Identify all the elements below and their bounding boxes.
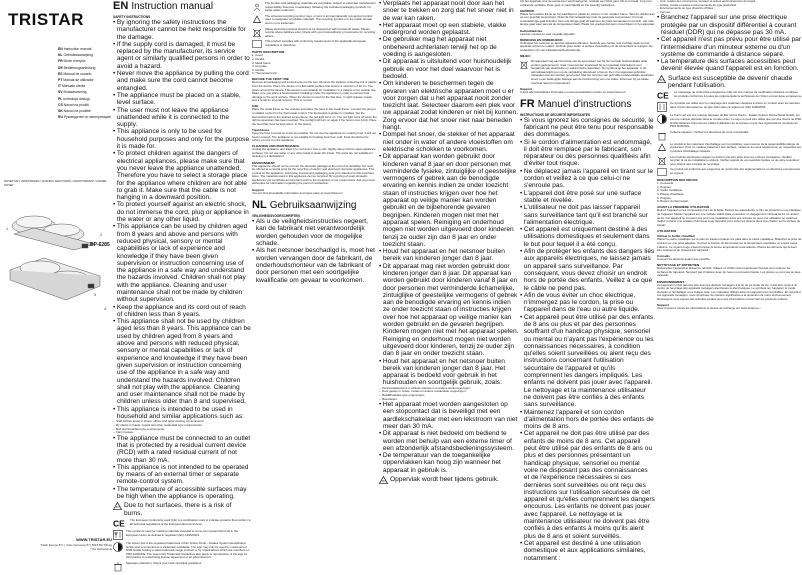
fr-support-text: Vous trouverez toutes les informations et pièces de rechange sur www.tristar.eu !: [657, 306, 761, 311]
safety-heading: SAFETY INSTRUCTIONS: [113, 15, 151, 19]
bullet-item: • The appliance must be connected to an outlet that is protected by a residual current device (RCD) with a rated residual current of not more than 30 mA.: [113, 434, 251, 464]
bullet-item: – Fermes.: [657, 9, 671, 14]
bullet-item: • Dit apparaat is niet bedoeld om bediend te worden met behulp van een externe timer of een afzonderlijk afstandsbedieningssysteem.: [379, 430, 515, 452]
bullet-item: • To protect yourself against an electric shock, do not immerse the cord, plug or appliance in the water or any other liquid.: [113, 201, 249, 224]
en-column-2: [252, 0, 377, 575]
fr-before-heading: AVANT LA PREMIÈRE UTILISATION: [657, 205, 710, 210]
bullet-item: • Never move the appliance by pulling the cord and make sure the cord cannot become entangled.: [113, 70, 249, 92]
figure-label: 1: [6, 226, 9, 231]
bullet-item: • By ignoring the safety instructions the manufacturer cannot be held responsible for the damage.: [113, 19, 246, 41]
language-item: SV Bruksanvisning: [58, 90, 87, 95]
ukca-icon: [657, 168, 667, 176]
website: WWW.TRISTAR.EU: [76, 537, 112, 542]
bullet-item: – Hôtels, motels et autres environnements de type résidentiel ;: [657, 2, 738, 7]
weee-row: Waste electrical products should not be disposed of with household waste. Please recycle where facilities exist. Check with your local authority or local store for recycling advice.: [252, 28, 377, 39]
bullet-item: • To protect children against the dangers of electrical appliances, please make sure that you never leave the appliance unattended. Therefore you have to select a storage place for the appliance where children are not able to grab it. Make sure that the cable is not hanging in a downward position.: [113, 150, 248, 202]
bullet-item: • The appliance must be placed on a stable, level surface.: [113, 91, 241, 107]
gebruik-heading: GEBRUIK: [520, 8, 535, 13]
product-illustration: [4, 204, 110, 322]
figure-label: 3: [94, 292, 97, 297]
bullet-item: – Coin cuisine des commerces, bureaux et autres environnements de travail ;: [657, 0, 757, 3]
support-heading: Support: [252, 187, 264, 192]
fr-separate-row: Collecte séparée / Vérifiez les directives de votre municipalité: [657, 131, 802, 141]
cover-column: [0, 0, 112, 575]
environment-text: This appliance should not be put into the domestic garbage at the end of its durability, but must be offered at a central point for the recycling of electric and electronic domestic appliances. This symbol on the appliance, instruction manual and packaging puts your attention to this important issue. The materials used in this appliance can be recycled. By recycling of used domestic appliances you contribute an important push to the protection of our environment. Ask your local authorities for information regarding the point of recollection.: [252, 163, 375, 186]
bullet-item: – Farm houses.: [113, 430, 134, 435]
recyclable-row: The product and packaging materials are recyclable, subject to extended manufacturer responsibility. Discover it separately, following the indicated packaging symbols, for better waste treatment.: [252, 2, 377, 13]
fr-tips-heading: Conseils: [657, 254, 670, 259]
fr-tips-text: Couvrez les aliments autant que possible.: [657, 257, 711, 262]
bullet-item: • Om kinderen te beschermen tegen de gevaren van elektrische apparaten moet u er voor zorgen dat u het apparaat nooit zonder toezicht laat. Selecteer daarom een plek voor uw apparaat zodat kinderen er niet bij kunnen. Zorg ervoor dat het snoer niet naar beneden hangt.: [379, 80, 519, 132]
fr-recycle-row: Le produit et les matériaux d'emballage sont recyclables, sous réserve de la responsabilité élargie du producteur. Pour un meilleur traitement des déchets, mettez-le au rebut séparément, en respectant les symboles d'emballage indiqués.: [657, 143, 802, 154]
bullet-item: • Het apparaat moet op een stabiele, vlakke ondergrond worden geplaatst.: [379, 21, 507, 37]
fr-column: [657, 0, 802, 575]
nl-support-text: U kunt alle beschikbare informatie en reserveonderdelen vinden op www.tristar.eu!: [520, 90, 626, 95]
bullet-item: • L'appareil doit être posé sur une surface stable et nivelée.: [520, 189, 642, 204]
en-safety-list-2: [113, 435, 251, 501]
before-first-use-text: Remove all packaging and components out the box. Remove the stickers, protective foil or plastic from the device. Place the device on a flat stable surface and ensure a minimum of 10 cm. free space around the device. This device is not suitable for installation in a cabinet or for outside use. Make sure you place a heat-resistant insulating under the appliance in order to prevent heat damage to the work surface. When the device is used for the first time, it might release smoke and a smell for several minutes. This is normal.: [252, 80, 377, 103]
food-contact-row: This symbol is used for marking materials intended to come into contact with food in the European Union as defined in regulation (EC) 1935/2004.: [113, 530, 251, 540]
ukca-icon: [252, 40, 262, 48]
bullet-item: • Afin de protéger les enfants des dangers liés aux appareils électriques, ne laissez jamais un appareil sans surveillance. Par conséquent, vous devez choisir un endroit hors de portée des enfants. Veillez à ce que le câble ne pend pas.: [520, 248, 655, 292]
bullet-item: • Dit apparaat is uitsluitend voor huishoudelijk gebruik en voor het doel waarvoor het is bedoeld.: [379, 58, 512, 80]
nl-tips-heading: Gebruik/advies: [520, 28, 543, 33]
language-item: RU Руководство по эксплуатации: [58, 115, 111, 120]
buffet-server-top: [12, 216, 94, 250]
crossed-bin-icon: [252, 28, 262, 38]
fr-parts-list: [657, 182, 802, 204]
fr-green-dot-row: Le Point vert est une marque déposée de Der Grüne Punkt – Duales System Deutschland GmbH, qui est une marque déposée dans le monde entier. Le logo ne peut être utilisé que par des clients de DSD GmbH titulaires d'une licence valide d'utilisation de la marque ou par des organisations membres de PRO EUROPE.: [657, 114, 802, 128]
fr-use-subheading: Utiliser le buffet chauffant: [657, 234, 696, 239]
part-item: 4. Hot plate: [252, 64, 267, 69]
bullet-item: • L'utilisateur ne doit pas laisser l'appareil sans surveillance tant qu'il est branché sur l'alimentation électrique.: [520, 204, 648, 226]
bullet-item: • Dompel het snoer, de stekker of het apparaat niet onder in water of andere vloeistoffen om elektrische schokken te voorkomen.: [379, 131, 515, 153]
part-item: 3. Metal frame: [252, 60, 271, 65]
fr-food-row: Ce symbole est utilisé pour le marquage des matériaux destinés à entrer en contact avec les denrées dans l'Union Européenne, tel que défini dans le règlement (CE) 1935/2004.: [657, 102, 802, 112]
part-item: 1. Couvercle: [657, 181, 674, 186]
ce-mark-row: CE The European Conformity mark (CE) is a certification mark to indicate products that conform to all technical regulations of the European Economic Area.: [113, 517, 251, 528]
bullet-item: • Maintenez l'appareil et son cordon d'alimentation hors de portée des enfants de moins de 8 ans.: [520, 408, 654, 431]
food-contact-icon: [657, 102, 667, 112]
parts-heading: PARTS DESCRIPTION: [252, 50, 285, 55]
bullet-item: • Het apparaat moet worden aangesloten op een stopcontact dat is beveiligd met een aardlekschakelaar met een lekstroom van niet meer dan 30 mA.: [379, 401, 518, 430]
bullet-item: • Verplaats het apparaat nooit door aan het snoer te trekken en zorg dat het snoer niet in de war kan raken.: [379, 0, 514, 22]
language-item: IT Manuale utente: [58, 84, 86, 89]
separate-collection-row: Separate collection | Check your local municipal guidelines: [113, 562, 251, 572]
fr-use-text: Placez le cadre métallique sur le plan de travail et placez les plats dans le cadre métallique. Branchez la prise de courant sur une prise adaptée. Tournez le bouton du thermostat sur la température souhaitée; le voyant rouge s'allume. Le voyant rouge s'éteint lorsque la bonne température a été atteinte. Placez les aliments qui doivent être maintenus au chaud dans l'appareil.: [657, 237, 802, 253]
nl-first-use-text: Als het apparaat voor de eerste keer wordt aangezet, ontstaat een lichte geur. Dit is normaal, zorg voor voldoende ventilatie. Deze geur is maar tijdelijk en zal spoedig verdwijnen.: [520, 0, 652, 7]
conformity-row: This product complies with conformity requirements of the applicable European regulations or directives.: [252, 40, 377, 48]
language-item: PL Instrukcja obsługi: [58, 96, 90, 101]
bullet-item: – Bed&Breakfast type omgevingen;: [379, 392, 426, 397]
part-item: 5. Handle: [252, 67, 265, 72]
parts-list: [252, 54, 377, 76]
recycle-symbol-row: The universal recycling symbol, logo, or icon is an internationally recognized symbol used to designate recyclable materials. The recycling symbol is in the public domain and is not a trademark.: [252, 15, 377, 26]
fr-env-text: Cet appareil ne doit pas être jeté avec les déchets ménagers à la fin de sa durée de vie, il doit être remis à un centre de recyclage des appareils ménagers électriques et électroniques. Le symbole sur l'appareil, le mode d'emploi et l'emballage vous indique cela. Les matériaux utilisés dans cet appareil sont recyclables. En recyclant vos appareils ménagers, vous contribuez de manière significative à la protection de notre environnement. Renseignez-vous auprès des autorités locales pour des informations concernant les points de collecte.: [657, 282, 801, 301]
bullet-item: • Dit apparaat kan worden gebruikt door kinderen vanaf 8 jaar en door personen met verminderde fysieke, zintuiglijke of geestelijke vermogens of gebrek aan de benodigde ervaring en kennis indien ze onder toezicht staan of instructies krijgen over hoe het apparaat op veilige manier kan worden gebruikt en de bijbehorende gevaren begrijpen. Kinderen mogen niet met het apparaat spelen. Reiniging en onderhoud mogen niet worden uitgevoerd door kinderen tenzij ze ouder zijn dan 8 jaar en onder toezicht staan.: [379, 153, 517, 248]
part-item: 3. Cadre métallique: [657, 188, 683, 193]
cleaning-text: Unplug the appliance and allow it to cool down. Use a soft, slightly damp cloth to clean appliance surfaces. Do not use water or any other liquid to clean the inside. The parts are not suitable for cleaning in a dishwasher.: [252, 147, 376, 159]
language-item: DE Bedienungsanleitung: [58, 65, 96, 70]
bullet-item: • Si vous ignorez les consignes de sécurité, le fabricant ne peut être tenu pour responsable des dommages.: [520, 116, 654, 139]
bullet-item: • Keep the appliance and its cord out of reach of children less than 8 years.: [113, 303, 246, 318]
language-item: EN Instruction manual: [58, 47, 92, 51]
bullet-item: – Bed and breakfast type environments;: [113, 426, 165, 431]
bullet-item: • Houd het apparaat en het netsnoer buiten bereik van kinderen jonger dan 8 jaar.: [379, 248, 505, 263]
section-title-nl: NL Gebruiksaanwijzing: [252, 199, 357, 212]
reiniging-heading: REINIGING EN ONDERHOUD: [520, 37, 563, 42]
fr-ce-row: CE Le marquage de conformité européenne (CE) est une marque de certification destinée à indiquer les produits conformes à toutes les réglementations techniques de l'Union économique européenne.: [657, 90, 802, 101]
bullet-item: • Branchez l'appareil sur une prise électrique protégée par un dispositif différentiel à courant résiduel (DDR) qui ne dépasse pas 30 mA.: [657, 14, 797, 36]
fr-before-text: Retirez l'appareil et les composants hors de la boîte. Retirez les autocollants, le film de protection ou le plastique de l'appareil. Mettez l'appareil sur une surface stable plate et assurez un dégagement minimal de 10 cm autour de lui. Cet appareil ne convient pas pour une installation dans une armoire ou pour une utilisation en extérieur. Veillez à placer une isolation thermique sous l'appareil pour éviter les lésions dues à la chaleur sur la surface de travail.: [657, 208, 801, 227]
bullet-item: • This appliance is only to be used for household purposes and only for the purpose it is made for.: [113, 128, 250, 151]
milieu-row: Dit apparaat mag aan het einde van de levensduur niet bij het normale huishoudelijke afval worden gedeponeerd, maar moet worden ingeleverd bij een speciaal inzamelpunt voor hergebruik van elektrische en elektronische apparaten. Dit symbool op het apparaat, in de gebruiksaanwijzing en op de verpakking attendeert u hierop. De in het apparaat gebruikte materialen kunnen worden gerecycled. Met het recyclen van gebruikte huishoudelijke apparaten levert u een belangrijke bijdrage aan de bescherming van ons milieu. Informeer bij uw lokale overheid naar het inzamelpunt.: [520, 60, 655, 85]
bullet-item: – Personeelskeukens in winkels, kantoren en andere werkomgevingen;: [379, 385, 471, 390]
fr-env-heading: ENVIRONNEMENT: [657, 279, 685, 284]
bullet-item: – Environnements de type chambre d'hôtes ;: [657, 6, 715, 11]
fr-clean-text: Débranchez l'appareil et laissez-le refroidir. Utilisez un chiffon doux légèrement humide pour nettoyer les surfaces de l'appareil. Ne lavez pas l'intérieur avec de l'eau ou tout autre liquide. Les pièces ne vont pas au lave-vaisselle.: [657, 266, 802, 278]
bullet-item: • Si le cordon d'alimentation est endommagé, il doit être remplacé par le fabricant, son réparateur ou des personnes qualifiées afin d'éviter tout risque.: [520, 138, 652, 168]
bullet-item: • This appliance is not intended to be operated by means of an external timer or separate remote-control system.: [113, 463, 249, 486]
bullet-item: • Cet appareil est uniquement destiné à des utilisations domestiques et seulement dans le but pour lequel il a été conçu.: [520, 226, 650, 248]
bullet-item: • La température des surfaces accessibles peut devenir élevée quand l'appareil est en fonction.: [657, 58, 799, 73]
hot-surface-warning-nl: Oppervlak wordt heet tijdens gebruik.: [379, 476, 519, 484]
brand-logo: TRISTAR: [8, 10, 84, 29]
recycle-bin-icon: [657, 131, 667, 141]
buffet-server-bottom: [10, 258, 100, 300]
part-item: 6. Thermostat knob: [252, 71, 277, 76]
bullet-item: • Cet appareil n'est pas prévu pour être utilisé par l'intermédiaire d'un minuteur externe ou d'un système de commande à distance séparé.: [657, 36, 801, 58]
bullet-item: • Als u de veiligheidsinstructies negeert, kan de fabrikant niet verantwoordelijk worden gehouden voor de mogelijke schade.: [252, 218, 368, 248]
green-dot-row: The Green Dot is the registered trademark of Der Grüne Punkt – Duales System Deutschland GmbH and is protected as a trademark worldwide. The logo may only be used by customers of DSD GmbH holding a valid trademark usage contract or by organisations which are members of PRO EUROPE. The Green Dot Trademark Guidelines also apply to reproduction of the logo by third parties to a disclosing license agreement or an advertisement.: [113, 542, 251, 560]
fr-weee-row: Les produits électriques usagés ne doivent pas être jetés avec les ordures ménagères. Veuillez recycler là où les installations existent. Vérifiez auprès de vos autorités locales ou de votre revendeur pour obtenir des conseils de recyclage.: [657, 156, 802, 167]
nl-safety-heading: VEILIGHEIDSVOORSCHRIFTEN: [252, 214, 300, 219]
bullet-item: • Afin de vous éviter un choc électrique, n'immergez pas le cordon, la prise ou l'appareil dans de l'eau ou autre liquide.: [520, 291, 640, 314]
bullet-item: • De gebruiker mag het apparaat niet onbeheerd achterlaten terwijl het op de voeding is aangesloten.: [379, 36, 497, 59]
bullet-item: • Houd het apparaat en het netsnoer buiten bereik van kinderen jonger dan 8 jaar. Het apparaat is bedoeld voor gebruik in het huishouden en soortgelijk gebruik, zoals:: [379, 357, 506, 387]
green-dot-icon: [113, 542, 123, 552]
bullet-item: • This appliance shall not be used by children aged less than 8 years. This appliance can be used by children aged from 8 years and above and persons with reduced physical, sensory or mental capabilities or lack of experience and knowledge if they have been given supervision or instruction concerning use of the appliance in a safe way and understand the hazards involved. Children shall not play with the appliance. Cleaning and user maintenance shall not be made by children unless older than 8 and supervised.: [113, 318, 251, 406]
environment-heading: ENVIRONMENT: [252, 160, 275, 165]
nl-usage-contexts: [379, 387, 519, 401]
fr-safety-list-2: [657, 14, 802, 72]
hot-surface-icon: [379, 476, 388, 484]
part-item: 2. Poignée: [657, 184, 671, 189]
svg-text:CE: CE: [657, 91, 669, 101]
nl-fr-column: [520, 0, 655, 575]
milieu-heading: MILIEU: [520, 53, 531, 58]
en-usage-contexts: [113, 420, 251, 434]
bullet-item: • This appliance can be used by children aged from 8 years and above and persons with reduced physical, sensory or mental capabilities or lack of experience and knowledge if they have been given supervision or instruction concerning use of the appliance in a safe way and understand the hazards involved. Children shall not play with the appliance. Cleaning and user maintenance shall not be made by children without supervision.: [113, 223, 248, 304]
model-number: BP-6285: [90, 242, 110, 248]
recycle-icon: [657, 143, 667, 153]
fr-safety-list: [520, 117, 655, 562]
recycle-icon: [252, 15, 262, 25]
tips-heading: Tips/Advice: [252, 127, 270, 132]
nl-safety-list-2: [379, 401, 519, 474]
fr-usage-contexts: [657, 0, 802, 14]
hot-surface-warning: Due to hot surfaces, there is a risk of burns.: [113, 502, 251, 517]
part-item: 6. Bouton du thermostat: [657, 199, 688, 204]
hot-surface-icon: [657, 75, 666, 83]
bullet-item: • Dit apparaat mag niet worden gebruikt door kinderen jonger dan 8 jaar. Dit apparaat kan worden gebruikt door kinderen vanaf 8 jaar en door personen met verminderde lichamelijke, zintuiglijke of geestelijke vermogens of gebrek aan de benodigde ervaring en kennis indien ze onder toezicht staan of instructies krijgen over hoe het apparaat op veilige manier kan worden gebruikt en de gevaren begrijpen. Kinderen mogen niet met het apparaat spelen. Reiniging en onderhoud mogen niet worden uitgevoerd door kinderen, tenzij ze ouder zijn dan 8 jaar en onder toezicht staan.: [379, 262, 519, 358]
cleaning-heading: CLEANING AND MAINTENANCE: [252, 144, 300, 149]
use-heading: USE: [252, 104, 259, 109]
bullet-item: – Staff kitchen areas in shops, offices and other working environments;: [113, 419, 205, 424]
support-text: You can find all available information and spare parts at www.tristar.eu!: [252, 190, 343, 195]
paper-warning: PAPIER NIET VERWIJDEREN / WARNING KEEP PAPER / AVERTISSEMENT GARDER PAPIER: [4, 180, 107, 187]
tips-text: Keep the food covered as much as possible. Do not use the appliance for cooking food. It will not heat it enough. The appliance is not suitable for heating food from cold. Food should be hot before you put it in the appliance.: [252, 130, 376, 143]
bullet-item: – By clients in hotels, motels and other residential type environments;: [113, 422, 203, 427]
food-contact-icon: [113, 530, 123, 540]
fr-support-heading: Support: [657, 303, 669, 308]
bullet-item: • The temperature of accessible surfaces may be high when the appliance is operating.: [113, 485, 247, 501]
nl-safety-list: [252, 218, 377, 284]
bullet-item: • If the supply cord is damaged, it must be replaced by the manufacturer, its service agent or similarly qualified persons in order to avoid a hazard.: [113, 40, 250, 70]
language-item: PT Manual de utilizador: [58, 78, 94, 83]
bullet-item: • De temperatuur van de toegankelijke oppervlakken kan hoog zijn wanneer het apparaat in gebruik is.: [379, 452, 501, 474]
bullet-item: • Cet appareil peut être utilisé par des enfants de 8 ans ou plus et par des personnes souffrant d'un handicap physique, sensoriel ou mental ou n'ayant pas l'expérience ou les connaissances nécessaires, à condition qu'elles soient surveillées ou aient reçu des instructions concernant l'utilisation sécuritaire de l'appareil et qu'ils comprennent les dangers impliqués. Les enfants ne doivent pas jouer avec l'appareil. Le nettoyage et la maintenance utilisateur ne doivent pas être confiés à des enfants sans surveillance.: [520, 313, 654, 409]
part-item: 1. Cover: [252, 53, 263, 58]
part-item: 4. Plaque chauffante: [657, 192, 684, 197]
figure-label: 4: [104, 306, 107, 311]
ce-mark-icon: [113, 519, 127, 528]
ce-mark-icon: [657, 91, 671, 100]
nl-safety-list-cont: [379, 0, 519, 387]
figure-label: 2: [100, 232, 103, 237]
hot-surface-icon: [113, 502, 122, 510]
language-list: [58, 46, 112, 120]
hot-surface-warning-fr: Surface est susceptible de devenir chaude pendant l'utilisation.: [657, 75, 802, 90]
nl-support-heading: Support: [520, 87, 532, 92]
language-item: FR Mode d'emploi: [58, 59, 86, 64]
bullet-item: • Ne déplacez jamais l'appareil en tirant sur le cordon et veillez à ce que celui-ci ne s'enroule pas.: [520, 167, 653, 190]
bullet-item: – Boerderijen.: [379, 396, 398, 401]
language-item: SK Návod na použitie: [58, 109, 91, 114]
section-title-fr: FR Manuel d'instructions: [520, 97, 632, 110]
nl-column: [379, 0, 519, 575]
svg-text:CE: CE: [113, 518, 125, 528]
bullet-item: • Cet appareil ne doit pas être utilisé par des enfants de moins de 8 ans. Cet appareil peut être utilisé par des enfants de 8 ans ou plus et des personnes présentant un handicap physique, sensoriel ou mental voire ne disposant pas des connaissances et de l'expérience nécessaires si ces dernières sont surveillées ou ont reçu des instructions sur l'utilisation sécurisée de cet appareil et qu'elles comprennent les dangers encourus. Les enfants ne doivent pas jouer avec l'appareil. Le nettoyage et la maintenance utilisateur ne doivent pas être confiés à des enfants à moins qu'ils aient plus de 8 ans et soient surveillés.: [520, 430, 655, 540]
language-item: CS Návod na použití: [58, 102, 90, 107]
part-item: 2. Handle: [252, 56, 265, 61]
recycle-bin-icon: [113, 562, 123, 572]
fr-parts-heading: DESCRIPTION DES PIÈCES: [657, 178, 698, 183]
bullet-item: • The user must not leave the appliance unattended while it is connected to the supply.: [113, 106, 229, 129]
before-first-use-heading: BEFORE THE FIRST USE: [252, 77, 289, 82]
fr-clean-heading: NETTOYAGE ET ENTRETIEN: [657, 263, 700, 268]
company-address: Tristar Europe B.V. | Jules Verneweg 87 | 5015 BH Tilburg | The Netherlands: [40, 543, 112, 551]
bullet-item: • This appliance is intended to be used in household and similar applications such as:: [113, 405, 244, 421]
en-column-1: [113, 0, 251, 575]
bullet-item: • Als het netsnoer beschadigd is, moet het worden vervangen door de fabrikant, de onderhoudsmonteur van de fabrikant of door personen met een soortgelijke kwalificatie om gevaar te voorkomen.: [252, 247, 375, 284]
triman-icon: [252, 2, 262, 12]
en-safety-list: [113, 19, 251, 420]
language-item: NL Gebruiksaanwijzing: [58, 53, 93, 58]
crossed-bin-icon: [657, 156, 667, 166]
bullet-item: • Cet appareil est destiné à une utilisation domestique et aux applications similaires, notamment :: [520, 539, 646, 562]
use-text: Place the metal frame on the worktop and place the pans in the metal frame. Connect the plug to a suitable socket for the thermostat control. The thermostat regulator is installed. Set the thermostat knob to the desired temperature; the red light turns on. The red light turns off when the right temperature has been reached. The red light will turn on again if the heat is lost (Unit). Place the food that must be kept warm, in the device.: [252, 107, 377, 126]
section-title-en: EN Instruction manual: [113, 0, 214, 12]
fr-safety-heading: INSTRUCTIONS DE SÉCURITÉ IMPORTANTES: [520, 112, 591, 117]
language-item: ES Manual de usuario: [58, 71, 92, 76]
part-item: 5. Poignée: [657, 195, 671, 200]
green-dot-icon: [657, 114, 667, 124]
gebruik-text: Plaats het metalen frame op het werkblad en plaats de pannen in het metalen frame. Sluit de stekker aan op een geschikt stopcontact. Draai de thermostaatknop naar de gewenste temperatuur; het rode controlelampje gaat branden. Het rode lampje gaat uit wanneer de juiste temperatuur is bereikt. Het rode lampje gaat weer aan als de temperatuur daalt. Plaats het voedsel dat warm moet blijven in het apparaat.: [520, 11, 655, 27]
crossed-bin-icon: [520, 60, 528, 70]
nl-tips-text: Laat het voedsel zo veel mogelijk afgedekt.: [520, 31, 576, 36]
fr-conform-row: Ce produit est conforme aux exigences de conformité des réglementations ou directives européennes en vigueur.: [657, 168, 802, 176]
bullet-item: – Door gasten in hotels, motels en andere residentiële omgevingen;: [379, 389, 467, 394]
reiniging-text: Ontkoppel het netsnoer en laat het apparaat afkoelen. Gebruik een zachte, iets vochtige doek om het apparaat schoon te maken. Gebruik geen water of andere vloeistoffen om de binnenkant te reinigen. De onderdelen zijn niet vaatwasmachinebestendig.: [520, 40, 653, 52]
fr-use-heading: UTILISATION: [657, 228, 677, 233]
